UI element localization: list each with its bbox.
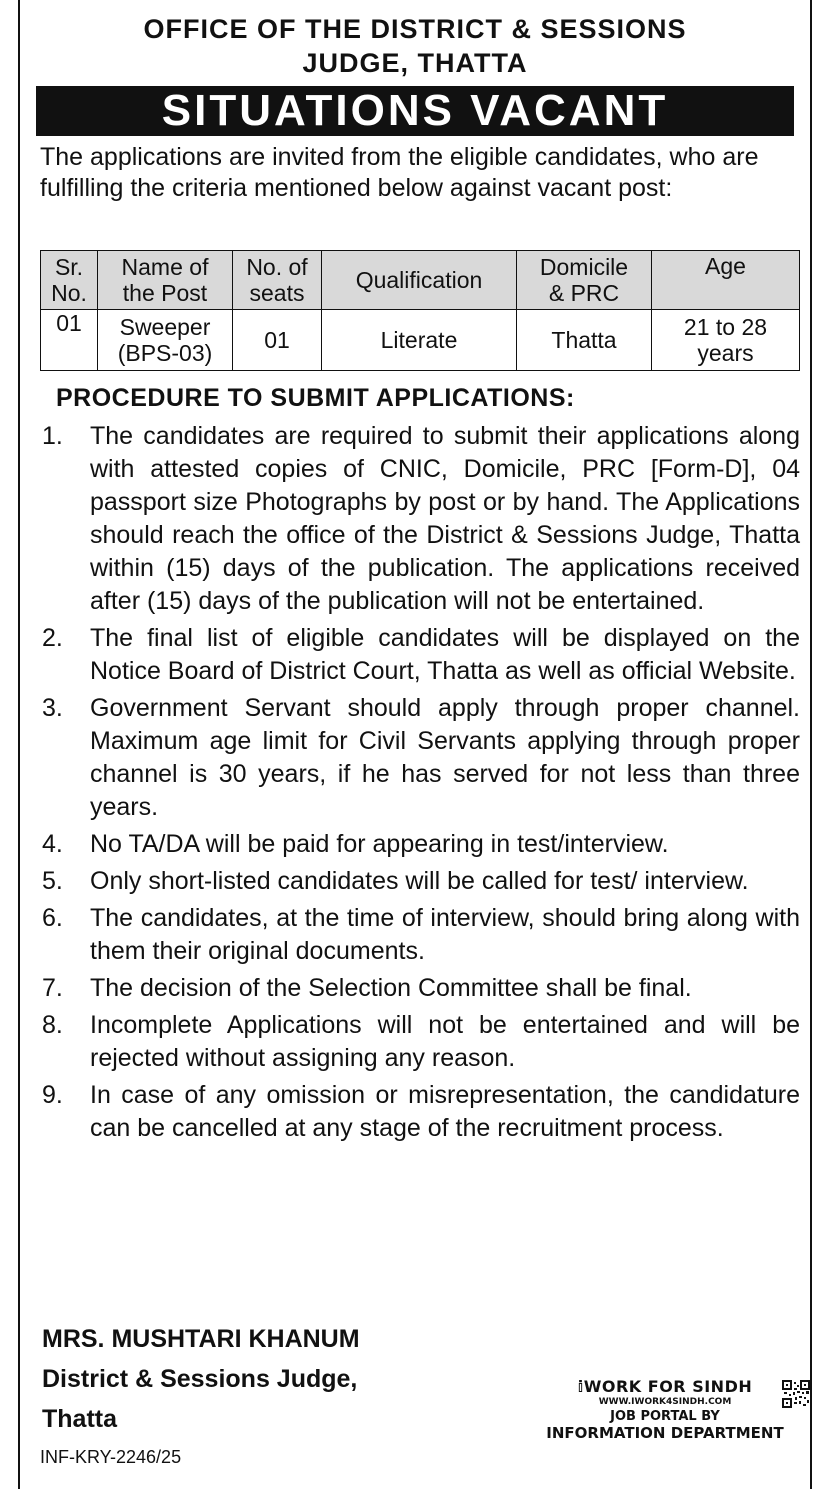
list-item-number: 1.: [42, 422, 63, 450]
table-row: [41, 310, 800, 371]
reference-number: INF-KRY-2246/25: [40, 1447, 182, 1467]
list-item-number: 3.: [42, 694, 63, 722]
list-item: [40, 865, 800, 898]
header-seats: No. of seats: [233, 251, 322, 310]
list-item-number: 9.: [42, 1081, 63, 1109]
procedure-list: [40, 420, 800, 1149]
list-item-number: 6.: [42, 904, 63, 932]
list-item-text: In case of any omission or misrepresentation, the candidature can be cancelled at any stage of the recruitment process.: [90, 1081, 800, 1142]
cell-sr-no: 01: [41, 310, 98, 371]
list-item-text: Incomplete Applications will not be entertained and will be rejected without assigning any reason.: [90, 1011, 800, 1072]
list-item-text: Only short-listed candidates will be called for test/ interview.: [90, 867, 749, 895]
list-item-text: No TA/DA will be paid for appearing in test/interview.: [90, 830, 669, 858]
list-item: [40, 622, 800, 688]
list-item: [40, 1079, 800, 1145]
list-item: [40, 1009, 800, 1075]
list-item: [40, 972, 800, 1005]
portal-by-label: JOB PORTAL BY: [610, 1409, 720, 1424]
procedure-heading: PROCEDURE TO SUBMIT APPLICATIONS:: [56, 384, 575, 412]
header-post-name: Name of the Post: [98, 251, 233, 310]
portal-website: WWW.IWORK4SINDH.COM: [598, 1397, 732, 1407]
list-item: [40, 692, 800, 824]
intro-paragraph: The applications are invited from the eligible candidates, who are fulfilling the criteria mentioned below against vacant post:: [40, 143, 759, 202]
cell-age: 21 to 28 years: [652, 310, 800, 371]
portal-department: INFORMATION DEPARTMENT: [546, 1424, 784, 1442]
office-title-line1: OFFICE OF THE DISTRICT & SESSIONS: [143, 14, 687, 44]
cell-post-name: Sweeper (BPS-03): [98, 310, 233, 371]
header-qualification: Qualification: [322, 251, 517, 310]
job-portal-logo: [520, 1378, 810, 1442]
header-domicile: Domicile & PRC: [517, 251, 652, 310]
i-person-icon: 𝕚: [577, 1377, 584, 1396]
list-item-number: 8.: [42, 1011, 63, 1039]
list-item-number: 2.: [42, 624, 63, 652]
header-sr-no: Sr. No.: [41, 251, 98, 310]
situations-vacant-banner: SITUATIONS VACANT: [36, 86, 794, 136]
table-header-row: [41, 251, 800, 310]
list-item: [40, 902, 800, 968]
portal-brand: WORK FOR SINDH: [583, 1377, 753, 1396]
vacancy-table: [40, 250, 800, 371]
signatory-place: Thatta: [42, 1405, 117, 1433]
list-item-number: 4.: [42, 830, 63, 858]
cell-domicile: Thatta: [517, 310, 652, 371]
office-title-line2: JUDGE, THATTA: [302, 48, 528, 78]
signatory-designation: District & Sessions Judge,: [42, 1365, 358, 1393]
cell-seats: 01: [233, 310, 322, 371]
list-item-number: 7.: [42, 974, 63, 1002]
header-age: Age: [652, 251, 800, 310]
qr-code-icon: [782, 1380, 810, 1408]
list-item-text: The final list of eligible candidates will be displayed on the Notice Board of District Court, Thatta as well as official Website.: [90, 624, 800, 685]
list-item-text: Government Servant should apply through proper channel. Maximum age limit for Civil Servants applying through proper channel is 30 years, if he has served for not less than three years.: [90, 694, 800, 821]
list-item-number: 5.: [42, 867, 63, 895]
list-item: [40, 828, 800, 861]
list-item: [40, 420, 800, 618]
advertisement-frame: [18, 0, 812, 1489]
list-item-text: The candidates, at the time of interview, should bring along with them their original documents.: [90, 904, 800, 965]
signatory-name: MRS. MUSHTARI KHANUM: [42, 1325, 360, 1353]
list-item-text: The decision of the Selection Committee shall be final.: [90, 974, 692, 1002]
list-item-text: The candidates are required to submit their applications along with attested copies of CNIC, Domicile, PRC [Form-D], 04 passport size Photographs by post or by hand. The Applications should reach the office of the District & Sessions Judge, Thatta within (15) days of the publication. The applications received after (15) days of the publication will not be entertained.: [90, 422, 800, 615]
cell-qualification: Literate: [322, 310, 517, 371]
